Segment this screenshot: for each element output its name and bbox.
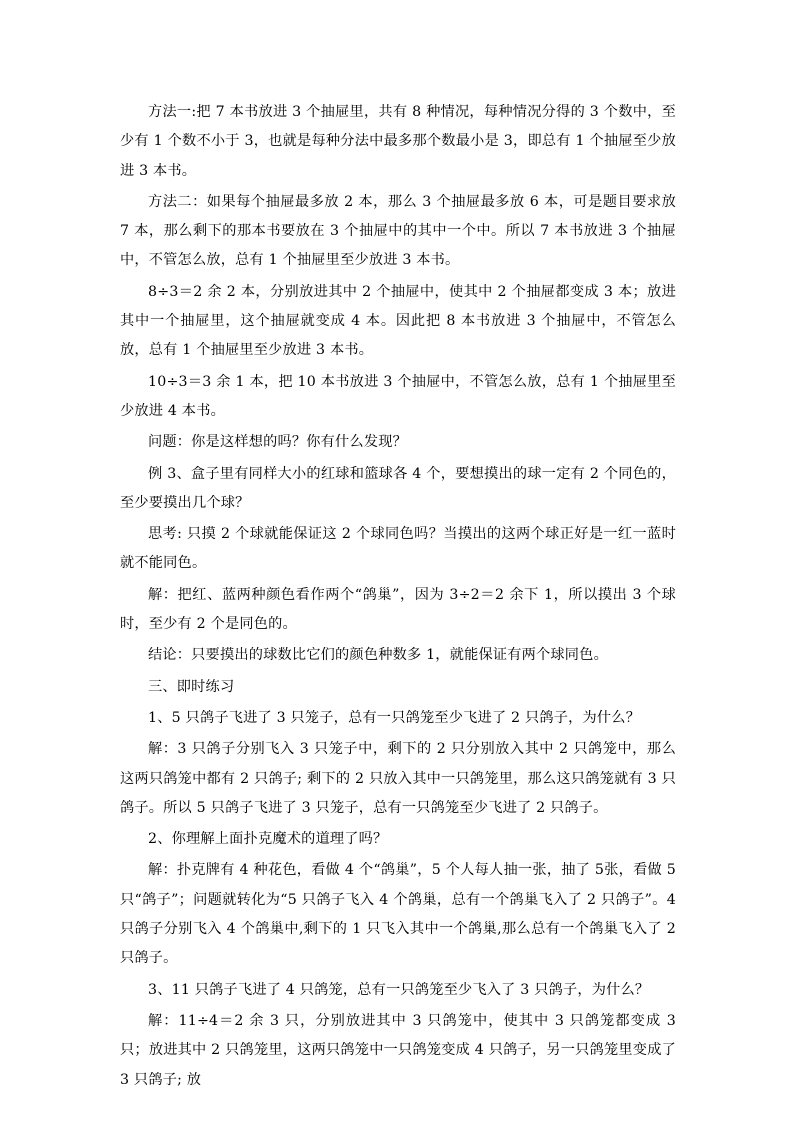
exercise-2-solution: 解：扑克牌有 4 种花色，看做 4 个“鸽巢”，5 个人每人抽一张，抽了 5张，看做 5 只“鸽子”；问题就转化为“5 只鸽子飞入 4 个鸽巢，总有一个鸽巢飞入了 2 只鸽子”。4 只鸽子分别飞入 4 个鸽巢中,剩下的 1 只飞入其中一个鸽巢,那么总有一个鸽巢飞入了 2 只鸽子。 (120, 862, 676, 967)
document-body (120, 98, 676, 1097)
exercise-2: 2、你理解上面扑克魔术的道理了吗？ (148, 831, 388, 848)
paragraph-eight-books: 8÷3＝2 余 2 本，分别放进其中 2 个抽屉中，使其中 2 个抽屉都变成 3 本；放进其中一个抽屉里，这个抽屉就变成 4 本。因此把 8 本书放进 3 个抽屉中，不管怎么放，总有 1 个抽屉里至少放进 3 本书。 (120, 283, 676, 359)
exercise-3: 3、11 只鸽子飞进了 4 只鸽笼，总有一只鸽笼至少飞入了 3 只鸽子，为什么？ (148, 981, 650, 998)
exercise-1: 1、5 只鸽子飞进了 3 只笼子，总有一只鸽笼至少飞进了 2 只鸽子，为什么？ (148, 709, 641, 726)
exercise-3-solution: 解：11÷4＝2 余 3 只，分别放进其中 3 只鸽笼中，使其中 3 只鸽笼都变成 3 只；放进其中 2 只鸽笼里，这两只鸽笼中一只鸽笼变成 4 只鸽子，另一只鸽笼里变成了 3 只鸽子; 放 (120, 1012, 676, 1088)
paragraph-method-one: 方法一:把 7 本书放进 3 个抽屉里，共有 8 种情况，每种情况分得的 3 个数中，至少有 1 个数不小于 3，也就是每种分法中最多那个数最小是 3，即总有 1 个抽屉至少放进 3 本书。 (120, 104, 676, 179)
exercise-1-solution: 解：3 只鸽子分别飞入 3 只笼子中，剩下的 2 只分别放入其中 2 只鸽笼中，那么这两只鸽笼中都有 2 只鸽子; 剩下的 2 只放入其中一只鸽笼里，那么这只鸽笼就有 3 只鸽子。所以 5 只鸽子飞进了 3 只笼子，总有一只鸽笼至少飞进了 2 只鸽子。 (120, 741, 676, 816)
paragraph-solution-balls: 解：把红、蓝两种颜色看作两个“鸽巢”，因为 3÷2＝2 余下 1，所以摸出 3 个球时，至少有 2 个是同色的。 (120, 586, 676, 633)
paragraph-ten-books: 10÷3＝3 余 1 本，把 10 本书放进 3 个抽屉中，不管怎么放，总有 1 个抽屉里至少放进 4 本书。 (120, 373, 676, 419)
paragraph-conclusion: 结论：只要摸出的球数比它们的颜色种数多 1，就能保证有两个球同色。 (148, 647, 608, 664)
paragraph-thinking: 思考: 只摸 2 个球就能保证这 2 个球同色吗？当摸出的这两个球正好是一红一蓝时就不能同色。 (120, 526, 676, 572)
paragraph-question: 问题：你是这样想的吗？你有什么发现？ (148, 434, 407, 451)
paragraph-method-two: 方法二：如果每个抽屉最多放 2 本，那么 3 个抽屉最多放 6 本，可是题目要求放 7 本，那么剩下的那本书要放在 3 个抽屉中的其中一个中。所以 7 本书放进 3 个抽屉中，不管怎么放，总有 1 个抽屉里至少放进 3 本书。 (120, 193, 676, 269)
section-heading-practice: 三、即时练习 (148, 678, 235, 695)
paragraph-example-3: 例 3、盒子里有同样大小的红球和篮球各 4 个，要想摸出的球一定有 2 个同色的，至少要摸出几个球？ (120, 465, 676, 511)
